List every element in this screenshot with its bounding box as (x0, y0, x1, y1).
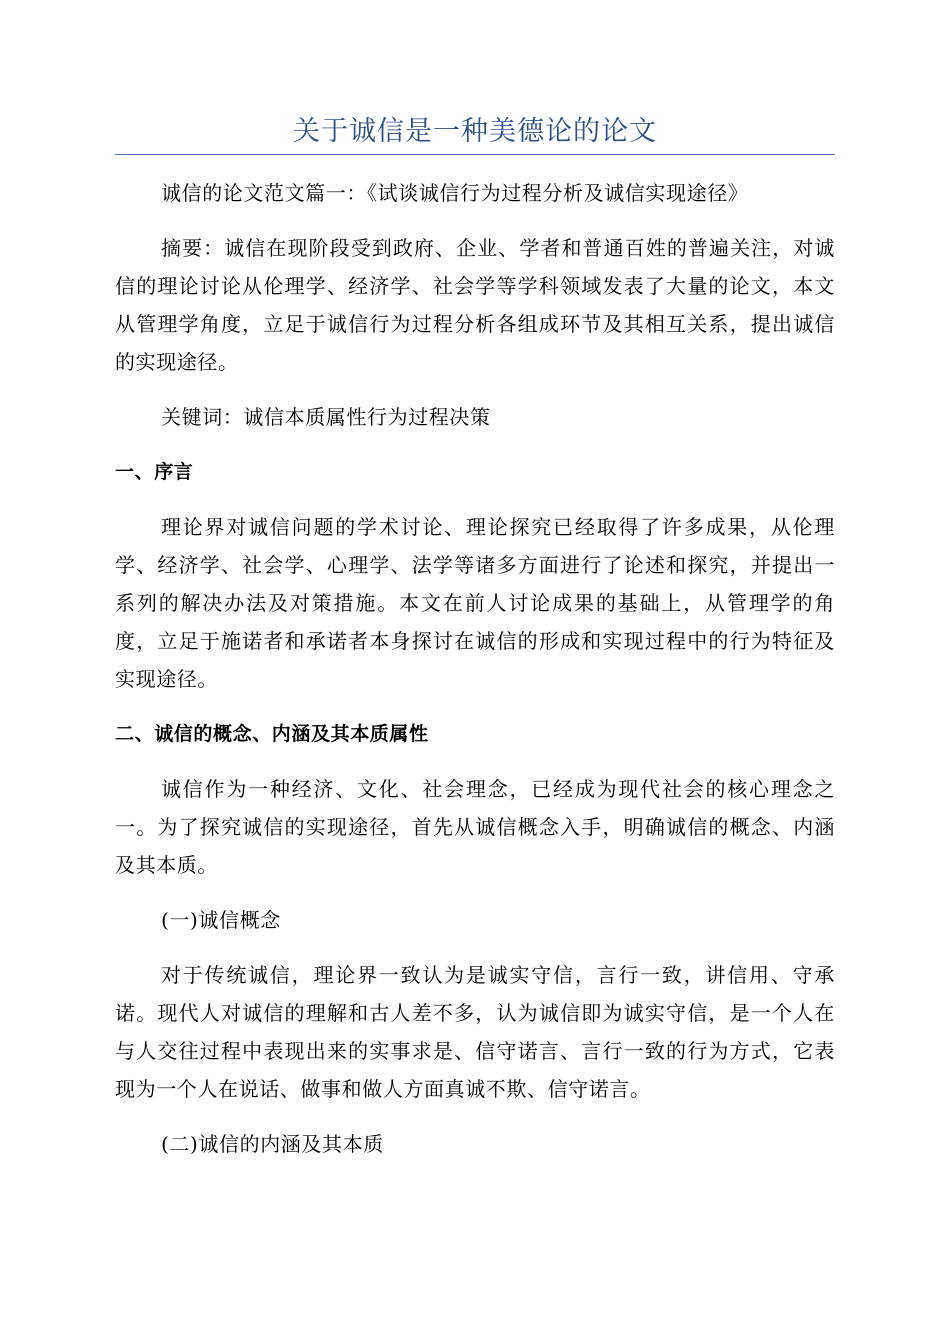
section-1-paragraph: 理论界对诚信问题的学术讨论、理论探究已经取得了许多成果，从伦理学、经济学、社会学、心理学、法学等诸多方面进行了论述和探究，并提出一系列的解决办法及对策措施。本文在前人讨论成果的基础上，从管理学的角度，立足于施诺者和承诺者本身探讨在诚信的形成和实现过程中的行为特征及实现途径。 (115, 515, 835, 691)
subsection-1-paragraph: 对于传统诚信，理论界一致认为是诚实守信，言行一致，讲信用、守承诺。现代人对诚信的理解和古人差不多，认为诚信即为诚实守信，是一个人在与人交往过程中表现出来的实事求是、信守诺言、言行一致的行为方式，它表现为一个人在说话、做事和做人方面真诚不欺、信守诺言。 (115, 963, 835, 1101)
section-2-paragraph: 诚信作为一种经济、文化、社会理念，已经成为现代社会的核心理念之一。为了探究诚信的实现途径，首先从诚信概念入手，明确诚信的概念、内涵及其本质。 (115, 777, 835, 877)
subsection-heading-2: (二)诚信的内涵及其本质 (161, 1132, 384, 1156)
section-heading-2: 二、诚信的概念、内涵及其本质属性 (115, 723, 429, 745)
paper-intro-line: 诚信的论文范文篇一：《试谈诚信行为过程分析及诚信实现途径》 (161, 181, 749, 205)
section-heading-1: 一、序言 (115, 461, 194, 483)
document-title: 关于诚信是一种美德论的论文 (293, 116, 657, 147)
subsection-heading-1: (一)诚信概念 (161, 908, 281, 932)
abstract-paragraph: 摘要：诚信在现阶段受到政府、企业、学者和普通百姓的普遍关注，对诚信的理论讨论从伦理学、经济学、社会学等学科领域发表了大量的论文，本文从管理学角度，立足于诚信行为过程分析各组成环节及其相互关系，提出诚信的实现途径。 (115, 236, 835, 374)
document-body (115, 174, 835, 1180)
title-underline (115, 154, 835, 155)
keywords-line: 关键词：诚信本质属性行为过程决策 (161, 405, 491, 429)
